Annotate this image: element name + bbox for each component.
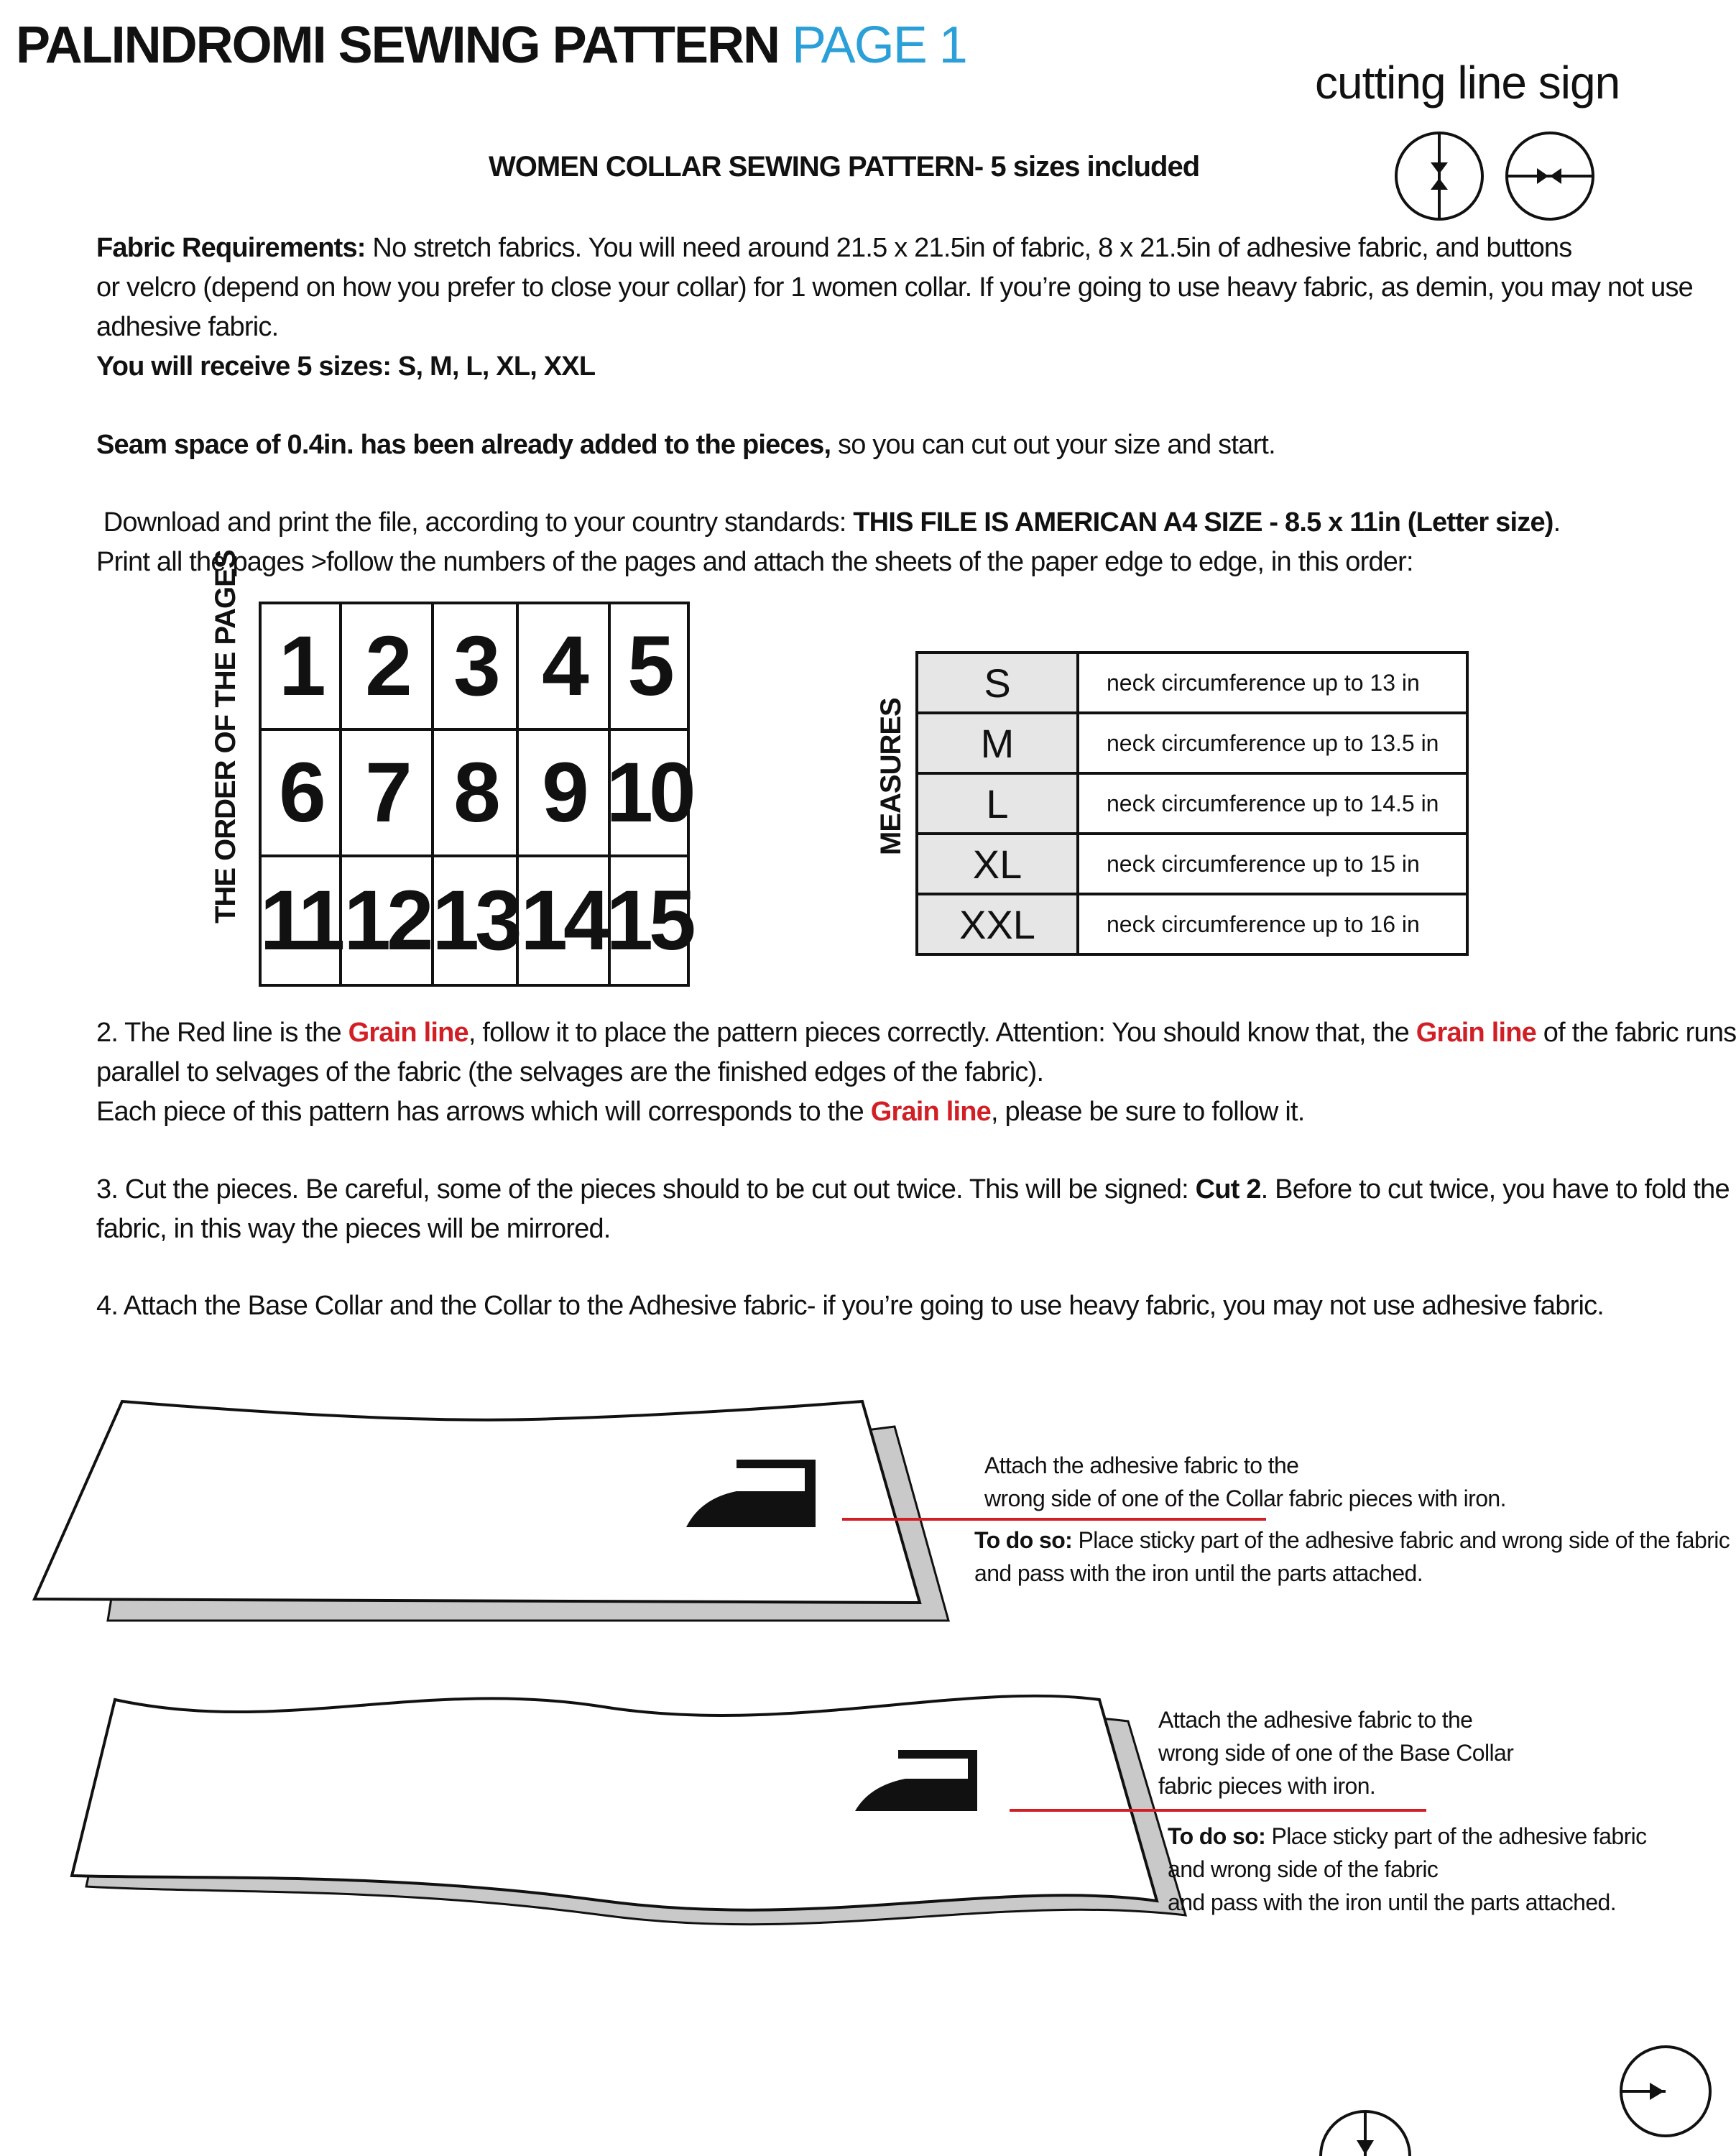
collar-note-line-2: wrong side of one of the Collar fabric pieces with iron. [984, 1485, 1506, 1511]
size-label: S [918, 654, 1079, 711]
download-end: . [1553, 507, 1561, 538]
base-note-line-3: fabric pieces with iron. [1158, 1773, 1376, 1799]
page-order-cell: 1 [262, 604, 342, 731]
edge-arrow-right-icon [1617, 2041, 1666, 2142]
base-collar-todo [1168, 1820, 1647, 1919]
collar-illustration [29, 1391, 920, 1628]
seam-bold: Seam space of 0.4in. has been already added to the pieces, [96, 430, 831, 460]
size-description: neck circumference up to 13 in [1107, 669, 1420, 696]
page-order-cell: 8 [434, 731, 519, 857]
page-order-cell: 13 [434, 857, 519, 984]
collar-todo-line-1: Place sticky part of the adhesive fabric and wrong side of the fabric [1072, 1527, 1730, 1553]
page-order-cell: 3 [434, 604, 519, 731]
fabric-text-2: or velcro (depend on how you prefer to close your collar) for 1 women collar. If you’re going to use heavy fabric, as demin, you may not use [96, 272, 1693, 303]
fabric-text-1: No stretch fabrics. You will need around 21.5 x 21.5in of fabric, 8 x 21.5in of adhesive fabric, and buttons [372, 233, 1572, 263]
grain-line-indicator [842, 1518, 1266, 1521]
base-todo-line-3: and pass with the iron until the parts attached. [1168, 1889, 1617, 1915]
page-order-cell: 7 [342, 731, 434, 857]
size-label: M [918, 714, 1079, 772]
step-3-line-2: fabric, in this way the pieces will be mirrored. [96, 1214, 611, 1244]
grain-line-term: Grain line [1416, 1018, 1536, 1048]
page-order-cell: 14 [519, 857, 611, 984]
step-2-text-b: , follow it to place the pattern pieces correctly. Attention: You should know that, the [468, 1018, 1416, 1048]
base-todo-line-2: and wrong side of the fabric [1168, 1856, 1439, 1882]
fabric-text-3: adhesive fabric. [96, 312, 279, 342]
fabric-requirements [96, 229, 1693, 387]
cutting-line-label: cutting line sign [1315, 57, 1620, 109]
measures-row [918, 654, 1466, 714]
page-order-cell: 10 [611, 731, 687, 857]
size-label: L [918, 775, 1079, 832]
pattern-subtitle: WOMEN COLLAR SEWING PATTERN- 5 sizes included [489, 151, 1200, 183]
download-bold: THIS FILE IS AMERICAN A4 SIZE - 8.5 x 11in (Letter size) [853, 507, 1553, 538]
measures-table [915, 651, 1469, 956]
step-3-text-a: 3. Cut the pieces. Be careful, some of the pieces should to be cut out twice. This will be signed: [96, 1174, 1196, 1204]
cutting-line-sign-icons [1390, 129, 1599, 223]
base-collar-note [1158, 1703, 1513, 1802]
base-note-line-1: Attach the adhesive fabric to the [1158, 1707, 1473, 1733]
title-main: PALINDROMI SEWING PATTERN [16, 17, 779, 74]
page-order-cell: 4 [519, 604, 611, 731]
page-title [16, 16, 966, 75]
grain-line-indicator [1010, 1809, 1426, 1812]
base-note-line-2: wrong side of one of the Base Collar [1158, 1740, 1514, 1766]
step-2 [96, 1013, 1736, 1132]
page-order-label: THE ORDER OF THE PAGES [210, 550, 241, 923]
page-order-cell: 2 [342, 604, 434, 731]
measures-row [918, 895, 1466, 953]
page-order-cell: 15 [606, 873, 692, 968]
cutting-line-vertical-icon [1396, 133, 1482, 219]
print-line: Print all the pages >follow the numbers of the pages and attach the sheets of the paper edge to edge, in this order: [96, 547, 1413, 577]
step-2-text-c: of the fabric runs [1536, 1018, 1736, 1048]
collar-todo [974, 1524, 1730, 1590]
step-2-text-a: 2. The Red line is the [96, 1018, 348, 1048]
step-4: 4. Attach the Base Collar and the Collar to the Adhesive fabric- if you’re going to use heavy fabric, you may not use adhesive fabric. [96, 1291, 1605, 1321]
seam-allowance [96, 425, 1275, 465]
size-label: XXL [918, 895, 1079, 953]
fabric-requirements-label: Fabric Requirements: [96, 233, 366, 263]
measures-row [918, 835, 1466, 895]
measures-row [918, 714, 1466, 775]
collar-note-line-1: Attach the adhesive fabric to the [984, 1452, 1299, 1478]
base-todo-line-1: Place sticky part of the adhesive fabric [1265, 1823, 1647, 1849]
grain-line-term: Grain line [348, 1018, 468, 1048]
step-2-line-3a: Each piece of this pattern has arrows which will corresponds to the [96, 1097, 871, 1127]
measures-row [918, 775, 1466, 835]
sizes-line: You will receive 5 sizes: S, M, L, XL, XXL [96, 351, 596, 382]
print-instructions [96, 503, 1560, 582]
size-description: neck circumference up to 15 in [1107, 850, 1420, 877]
size-description: neck circumference up to 13.5 in [1107, 729, 1439, 756]
size-description: neck circumference up to 14.5 in [1107, 790, 1439, 816]
grain-line-term: Grain line [870, 1097, 991, 1127]
page-order-cell: 12 [342, 857, 434, 984]
size-description: neck circumference up to 16 in [1107, 911, 1420, 937]
step-3-text-b: . Before to cut twice, you have to fold the [1260, 1174, 1730, 1204]
size-label: XL [918, 835, 1079, 893]
seam-rest: so you can cut out your size and start. [838, 430, 1275, 460]
page-order-cell: 6 [262, 731, 342, 857]
download-text: Download and print the file, according to your country standards: [96, 507, 846, 538]
edge-arrow-down-icon [1315, 2106, 1416, 2156]
base-todo-label: To do so: [1168, 1823, 1266, 1849]
step-2-line-2: parallel to selvages of the fabric (the selvages are the finished edges of the fabric). [96, 1057, 1044, 1087]
collar-todo-line-2: and pass with the iron until the parts attached. [974, 1560, 1423, 1586]
step-3 [96, 1170, 1730, 1249]
page-order-grid [259, 602, 690, 987]
collar-todo-label: To do so: [974, 1527, 1073, 1553]
measures-label: MEASURES [875, 698, 907, 855]
cutting-line-horizontal-icon [1507, 133, 1593, 219]
base-collar-front-layer [72, 1696, 1157, 1910]
page-order-cell: 11 [262, 857, 342, 984]
cut-2-term: Cut 2 [1195, 1174, 1261, 1204]
page-order-cell: 9 [519, 731, 611, 857]
title-page-number: PAGE 1 [791, 17, 966, 74]
collar-note [984, 1449, 1506, 1515]
step-2-line-3b: , please be sure to follow it. [991, 1097, 1305, 1127]
page-order-cell: 5 [611, 604, 687, 731]
